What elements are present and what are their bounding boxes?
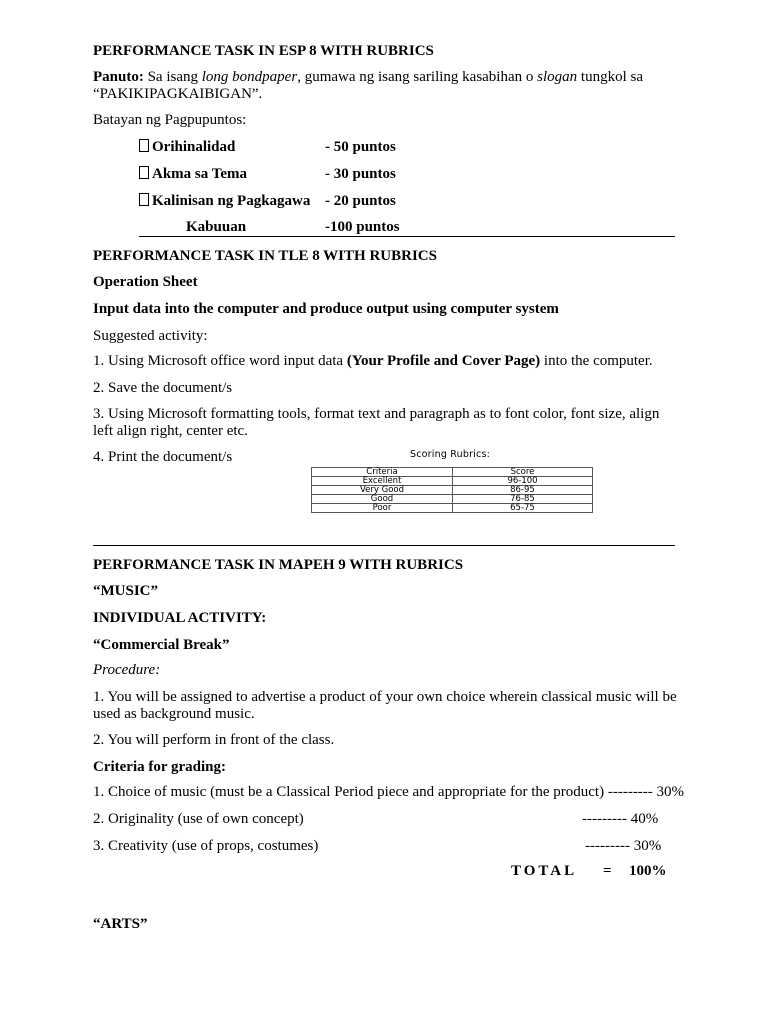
table-header-score: Score	[453, 468, 593, 477]
step1-text-a: 1. Using Microsoft office word input data	[93, 353, 347, 369]
table-header-criteria: Criteria	[312, 468, 453, 477]
criterion-name: Kalinisan ng Pagkagawa	[152, 193, 311, 209]
checkbox-square-icon	[139, 193, 149, 206]
grading-total-label: TOTAL	[511, 863, 578, 879]
panuto-italic-1: long bondpaper	[201, 69, 298, 85]
grading-criterion-3-percent: --------- 30%	[585, 838, 662, 854]
tle-step-1	[93, 353, 653, 370]
grading-total-equals: =	[603, 863, 612, 879]
tle-step-2: 2. Save the document/s	[93, 380, 233, 396]
table-row	[312, 495, 593, 504]
esp-total-label: Kabuuan	[186, 219, 247, 235]
checkbox-square-icon	[139, 166, 149, 179]
table-cell: 65-75	[453, 504, 593, 513]
panuto-label: Panuto:	[93, 69, 144, 85]
procedure-label: Procedure:	[93, 662, 161, 678]
grading-criterion-2-percent: --------- 40%	[582, 811, 659, 827]
grading-criterion-1: 1. Choice of music (must be a Classical Period piece and appropriate for the product) --------- 30%	[93, 784, 685, 800]
tle-step-3: 3. Using Microsoft formatting tools, format text and paragraph as to font color, font size, align left align right, center etc.	[93, 406, 660, 439]
panuto-italic-2: slogan	[537, 69, 578, 85]
table-cell: 96-100	[453, 477, 593, 486]
esp-criterion-2	[139, 166, 247, 183]
table-cell: Very Good	[312, 486, 453, 495]
commercial-break-title: “Commercial Break”	[93, 637, 230, 653]
table-cell: Good	[312, 495, 453, 504]
procedure-step-2: 2. You will perform in front of the class.	[93, 732, 335, 748]
arts-title: “ARTS”	[93, 916, 148, 932]
esp-total-points: -100 puntos	[325, 219, 400, 235]
panuto-text-1: Sa isang	[143, 69, 202, 85]
grading-criterion-3: 3. Creativity (use of props, costumes)	[93, 838, 319, 854]
table-row	[312, 486, 593, 495]
criteria-for-grading-label: Criteria for grading:	[93, 759, 227, 775]
esp-criterion-3-points: - 20 puntos	[325, 193, 396, 209]
individual-activity-label: INDIVIDUAL ACTIVITY:	[93, 610, 267, 626]
grading-total-percent: 100%	[629, 863, 667, 879]
esp-divider	[139, 236, 675, 237]
table-cell: 86-95	[453, 486, 593, 495]
table-cell: 76-85	[453, 495, 593, 504]
table-cell: Poor	[312, 504, 453, 513]
step1-text-c: into the computer.	[540, 353, 653, 369]
operation-sheet-title: Operation Sheet	[93, 274, 198, 290]
criterion-name: Akma sa Tema	[152, 166, 248, 182]
tle-heading: PERFORMANCE TASK IN TLE 8 WITH RUBRICS	[93, 248, 437, 264]
suggested-activity-label: Suggested activity:	[93, 328, 208, 344]
scoring-rubrics-title: Scoring Rubrics:	[410, 449, 491, 460]
music-title: “MUSIC”	[93, 583, 159, 599]
esp-criterion-3	[139, 193, 310, 210]
esp-criterion-1	[139, 139, 235, 156]
scoring-rubrics-table	[311, 467, 593, 513]
esp-criterion-1-points: - 50 puntos	[325, 139, 396, 155]
table-row	[312, 477, 593, 486]
tle-step-4: 4. Print the document/s	[93, 449, 233, 465]
grading-criterion-2: 2. Originality (use of own concept)	[93, 811, 304, 827]
batayan-label: Batayan ng Pagpupuntos:	[93, 112, 247, 128]
tle-objective: Input data into the computer and produce output using computer system	[93, 301, 559, 317]
procedure-step-1: 1. You will be assigned to advertise a product of your own choice wherein classical music will be used as background music.	[93, 689, 677, 722]
tle-divider	[93, 545, 675, 546]
esp-heading: PERFORMANCE TASK IN ESP 8 WITH RUBRICS	[93, 43, 434, 59]
table-row	[312, 504, 593, 513]
criterion-name: Orihinalidad	[152, 139, 236, 155]
table-header-row	[312, 468, 593, 477]
esp-criterion-2-points: - 30 puntos	[325, 166, 396, 182]
table-cell: Excellent	[312, 477, 453, 486]
checkbox-square-icon	[139, 139, 149, 152]
step1-text-bold: (Your Profile and Cover Page)	[346, 353, 541, 369]
mapeh-heading: PERFORMANCE TASK IN MAPEH 9 WITH RUBRICS	[93, 557, 464, 573]
panuto-text-3: tungkol sa “PAKIKIPAGKAIBIGAN”.	[93, 69, 643, 102]
panuto-text-2: , gumawa ng isang sariling kasabihan o	[297, 69, 538, 85]
esp-panuto	[93, 69, 678, 103]
